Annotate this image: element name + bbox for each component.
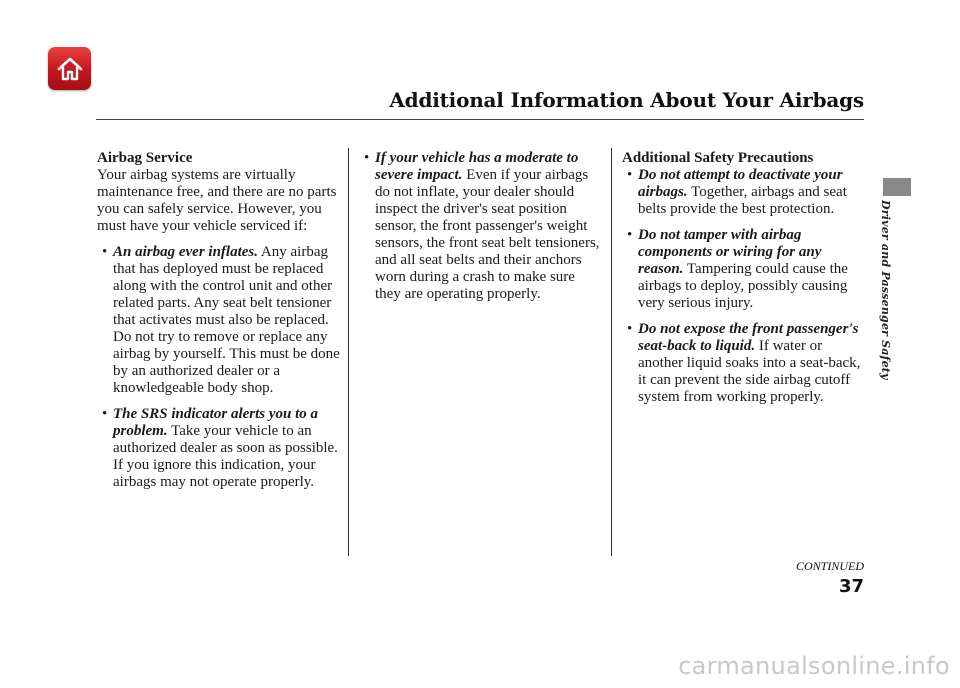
bullet-do-not-expose-liquid bbox=[622, 321, 866, 406]
column-airbag-service bbox=[97, 150, 341, 491]
bullet-moderate-impact bbox=[359, 150, 604, 303]
section-tab-label: Driver and Passenger Safety bbox=[879, 200, 892, 380]
watermark: carmanualsonline.info bbox=[678, 652, 950, 680]
bullet-do-not-deactivate bbox=[622, 167, 866, 218]
bullet-text: Take your vehicle to an authorized dealer as soon as possible. If you ignore this indication, your airbags may not operate properly. bbox=[113, 423, 338, 490]
bullet-text: Even if your airbags do not inflate, your dealer should inspect the driver's seat position sensor, the front passenger's weight sensors, the front seat belt tensioners, and all seat belts and their anchors worn during a crash to make sure they are operating properly. bbox=[375, 167, 600, 302]
bullet-srs-indicator bbox=[97, 406, 341, 491]
page-title: Additional Information About Your Airbags bbox=[389, 88, 864, 112]
bullet-lead: Do not expose the front passenger's seat-back to liquid. bbox=[638, 321, 859, 354]
bullet-lead: If your vehicle has a moderate to severe impact. bbox=[375, 150, 579, 183]
bullet-airbag-inflates bbox=[97, 244, 341, 329]
section-heading-safety-precautions: Additional Safety Precautions bbox=[622, 150, 814, 166]
column-divider-1 bbox=[348, 148, 349, 556]
column-impact bbox=[359, 150, 604, 303]
section-tab-marker bbox=[883, 178, 911, 196]
column-divider-2 bbox=[611, 148, 612, 556]
bullet-dot: • bbox=[364, 150, 370, 166]
continued-label: CONTINUED bbox=[795, 559, 864, 573]
home-icon bbox=[56, 56, 84, 82]
bullet-text: If water or another liquid soaks into a seat-back, it can prevent the side airbag cutoff system from working properly. bbox=[638, 338, 861, 405]
bullet-lead: The SRS indicator alerts you to a problem. bbox=[113, 406, 319, 439]
bullet-lead: An airbag ever inflates. bbox=[113, 244, 258, 260]
bullet-dot: • bbox=[102, 244, 108, 260]
title-divider bbox=[96, 119, 864, 120]
bullet-dot: • bbox=[627, 321, 633, 337]
section-heading-airbag-service: Airbag Service bbox=[97, 150, 193, 166]
bullet-lead: Do not attempt to deactivate your airbags. bbox=[638, 167, 843, 200]
bullet-dot: • bbox=[627, 167, 633, 183]
bullet-text: Tampering could cause the airbags to deploy, possibly causing very serious injury. bbox=[638, 261, 848, 311]
home-button[interactable] bbox=[48, 47, 91, 90]
bullet-text: Together, airbags and seat belts provide the best protection. bbox=[638, 184, 847, 217]
bullet-paragraph-replace: Do not try to remove or replace any airbag by yourself. This must be done by an authorized dealer or a knowledgeable body shop. bbox=[113, 329, 340, 396]
bullet-lead: Do not tamper with airbag components or wiring for any reason. bbox=[638, 227, 822, 277]
bullet-do-not-tamper bbox=[622, 227, 866, 312]
airbag-service-intro: Your airbag systems are virtually maintenance free, and there are no parts you can safely service. However, you must have your vehicle serviced if: bbox=[97, 167, 337, 234]
bullet-text: Any airbag that has deployed must be replaced along with the control unit and other related parts. Any seat belt tensioner that activates must also be replaced. bbox=[113, 244, 333, 328]
page-number: 37 bbox=[838, 576, 864, 597]
column-safety-precautions bbox=[622, 150, 866, 406]
bullet-dot: • bbox=[627, 227, 633, 243]
bullet-dot: • bbox=[102, 406, 108, 422]
